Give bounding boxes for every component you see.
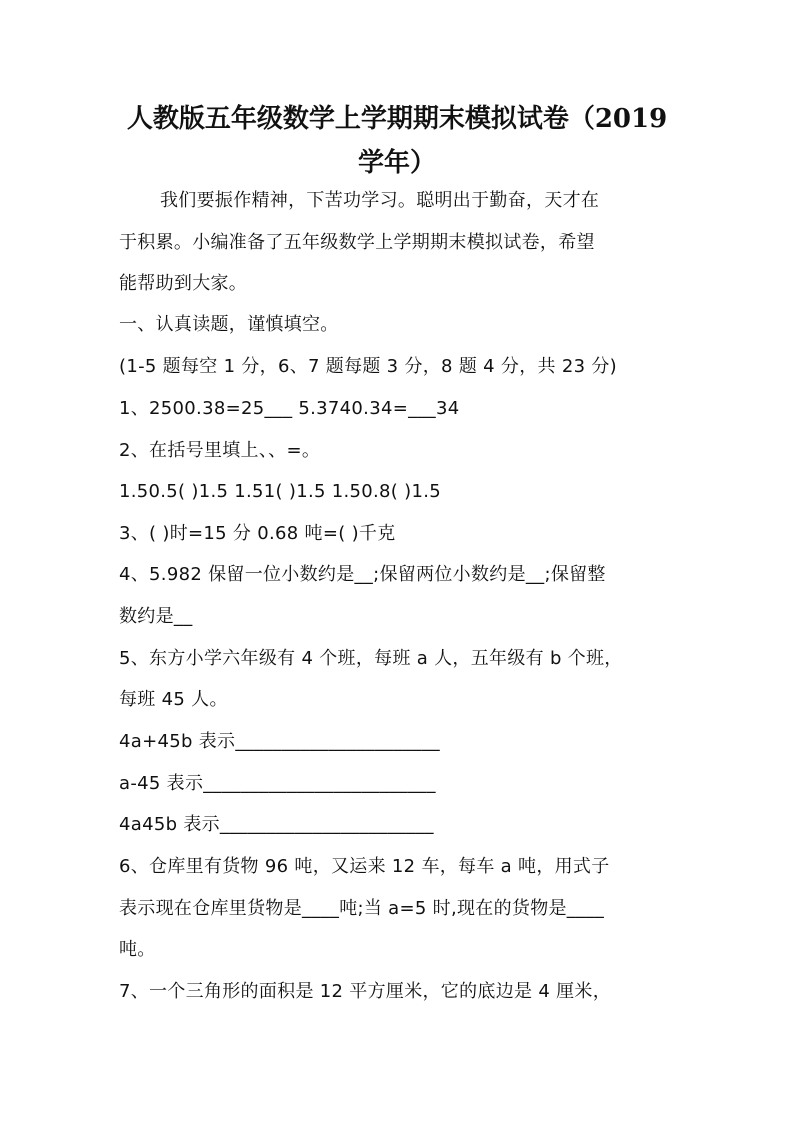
question-3: 3、( )时=15 分 0.68 吨=( )千克: [119, 523, 396, 544]
question-2-items: 1.50.5( )1.5 1.51( )1.5 1.50.8( )1.5: [119, 481, 442, 502]
question-4-line-1: 4、5.982 保留一位小数约是__;保留两位小数约是__;保留整: [119, 564, 606, 585]
question-1: 1、2500.38=25___ 5.3740.34=___34: [119, 398, 460, 419]
question-5-line-2: 每班 45 人。: [119, 689, 228, 710]
question-5-blank-1: 4a+45b 表示______________________: [119, 731, 440, 752]
intro-paragraph-line-2: 于积累。小编准备了五年级数学上学期期末模拟试卷，希望: [119, 232, 595, 253]
document-title-line-2: 学年）: [357, 148, 436, 178]
score-note: (1-5 题每空 1 分，6、7 题每题 3 分，8 题 4 分，共 23 分): [119, 356, 617, 377]
question-5-blank-2: a-45 表示_________________________: [119, 773, 436, 794]
question-5-blank-3: 4a45b 表示_______________________: [119, 814, 434, 835]
intro-paragraph-line-3: 能帮助到大家。: [119, 273, 248, 294]
question-2: 2、在括号里填上、、=。: [119, 440, 321, 461]
question-6-line-1: 6、仓库里有货物 96 吨，又运来 12 车，每车 a 吨，用式子: [119, 856, 610, 877]
intro-paragraph-line-1: 我们要振作精神，下苦功学习。聪明出于勤奋，天才在: [160, 190, 600, 211]
question-6-line-3: 吨。: [119, 939, 156, 960]
question-5-line-1: 5、东方小学六年级有 4 个班，每班 a 人，五年级有 b 个班，: [119, 648, 623, 669]
document-title-line-1: 人教版五年级数学上学期期末模拟试卷（2019: [126, 104, 668, 134]
question-7-line-1: 7、一个三角形的面积是 12 平方厘米，它的底边是 4 厘米，: [119, 981, 611, 1002]
question-4-line-2: 数约是__: [119, 606, 193, 627]
section-heading: 一、认真读题，谨慎填空。: [119, 314, 339, 335]
question-6-line-2: 表示现在仓库里货物是____吨;当 a=5 时,现在的货物是____: [119, 898, 604, 919]
